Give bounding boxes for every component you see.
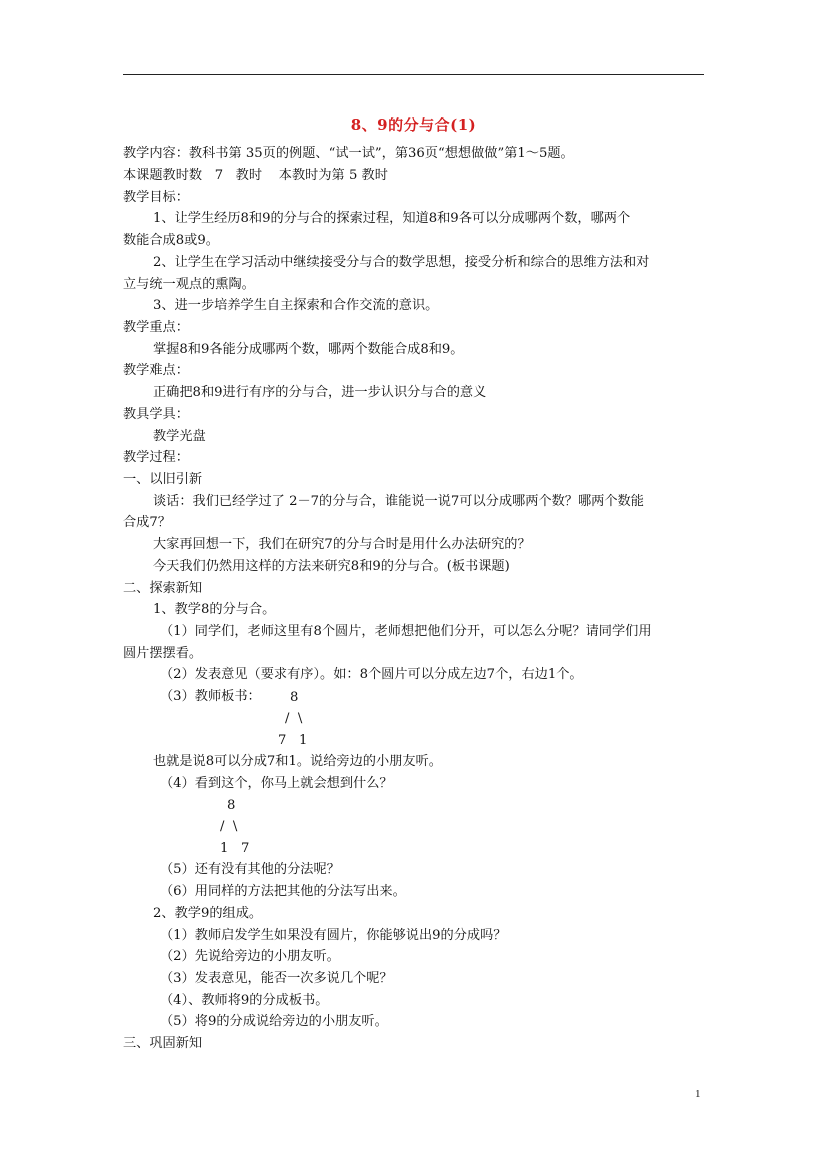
text-line: 2、教学9的组成。 bbox=[153, 906, 263, 921]
text-line: 1、让学生经历8和9的分与合的探索过程，知道8和9各可以分成哪两个数，哪两个 bbox=[153, 211, 631, 226]
diagram-number: 8 bbox=[290, 690, 299, 705]
text-line: 教学重点： bbox=[123, 320, 189, 335]
text-line: 教学内容：教科书第 35页的例题、“试一试”，第36页“想想做做”第1～5题。 bbox=[123, 146, 574, 161]
text-line: （4）、教师将9的分成板书。 bbox=[160, 993, 329, 1008]
text-line: （2）先说给旁边的小朋友听。 bbox=[160, 949, 340, 964]
text-line: （4）看到这个，你马上就会想到什么？ bbox=[160, 776, 393, 791]
text-line: 一、以旧引新 bbox=[123, 472, 203, 487]
text-line: 也就是说8可以分成7和1。说给旁边的小朋友听。 bbox=[153, 754, 442, 769]
text-line: 教学过程： bbox=[123, 450, 189, 465]
text-line: 教具学具： bbox=[123, 407, 189, 422]
header-rule bbox=[123, 74, 704, 75]
diagram-number: 8 bbox=[227, 798, 236, 813]
text-line: （1）教师启发学生如果没有圆片，你能够说出9的分成吗？ bbox=[160, 928, 507, 943]
text-line: （3）教师板书： bbox=[160, 689, 261, 704]
text-line: 教学难点： bbox=[123, 363, 189, 378]
text-line: 1、教学8的分与合。 bbox=[153, 602, 276, 617]
text-line: 教学目标： bbox=[123, 190, 189, 205]
page-title: 8、9的分与合(1) bbox=[350, 116, 477, 134]
text-line: 正确把8和9进行有序的分与合，进一步认识分与合的意义 bbox=[153, 385, 487, 400]
text-line: （3）发表意见，能否一次多说几个呢？ bbox=[160, 971, 393, 986]
text-line: 合成7？ bbox=[123, 515, 171, 530]
text-line: （5）将9的分成说给旁边的小朋友听。 bbox=[160, 1014, 388, 1029]
page-number: 1 bbox=[695, 1088, 701, 1100]
text-line: 数能合成8或9。 bbox=[123, 233, 219, 248]
text-line: 谈话：我们已经学过了 2－7的分与合，谁能说一说7可以分成哪两个数？哪两个数能 bbox=[153, 494, 644, 509]
text-line: 2、让学生在学习活动中继续接受分与合的数学思想，接受分析和综合的思维方法和对 bbox=[153, 255, 650, 270]
text-line: （1）同学们，老师这里有8个圆片，老师想把他们分开，可以怎么分呢？请同学们用 bbox=[160, 624, 652, 639]
diagram-parts: 1 7 bbox=[220, 841, 250, 856]
text-line: （6）用同样的方法把其他的分法写出来。 bbox=[160, 884, 406, 899]
text-line: 本课题教时数 7 教时 本教时为第 5 教时 bbox=[123, 168, 388, 183]
text-line: 立与统一观点的熏陶。 bbox=[123, 277, 255, 292]
text-line: 大家再回想一下，我们在研究7的分与合时是用什么办法研究的？ bbox=[153, 537, 531, 552]
text-line: 掌握8和9各能分成哪两个数，哪两个数能合成8和9。 bbox=[153, 342, 464, 357]
text-line: （2）发表意见（要求有序）。如：8个圆片可以分成左边7个，右边1个。 bbox=[160, 667, 583, 682]
text-line: 教学光盘 bbox=[153, 429, 206, 444]
text-line: （5）还有没有其他的分法呢？ bbox=[160, 862, 340, 877]
text-line: 3、进一步培养学生自主探索和合作交流的意识。 bbox=[153, 298, 439, 313]
text-line: 圆片摆摆看。 bbox=[123, 646, 203, 661]
diagram-branches: / \ bbox=[285, 711, 303, 726]
diagram-branches: / \ bbox=[220, 819, 238, 834]
diagram-parts: 7 1 bbox=[278, 733, 308, 748]
text-line: 二、探索新知 bbox=[123, 581, 203, 596]
text-line: 今天我们仍然用这样的方法来研究8和9的分与合。(板书课题) bbox=[153, 559, 510, 574]
text-line: 三、巩固新知 bbox=[123, 1036, 203, 1051]
